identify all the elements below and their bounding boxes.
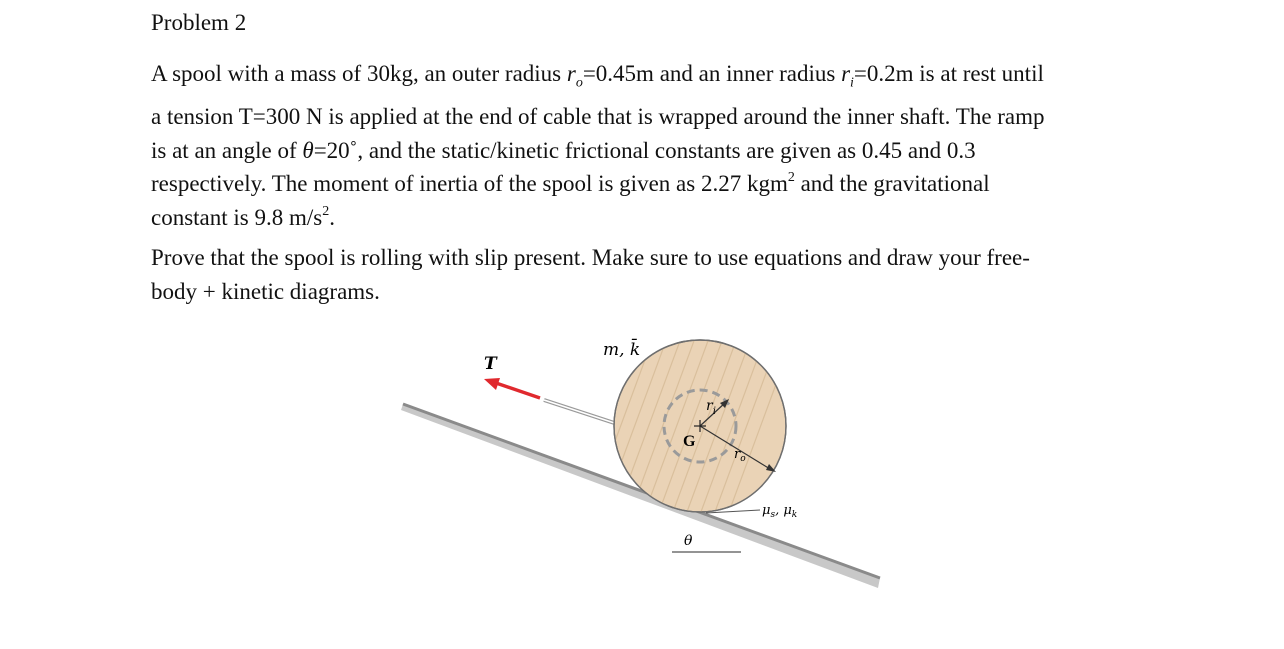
superscript: 2: [787, 170, 795, 186]
text-run: =0.45m and an inner radius: [582, 61, 842, 86]
theta-symbol: θ: [302, 137, 314, 163]
text-run: A spool with a mass of 30kg, an outer radius: [151, 61, 567, 86]
statement-line-2: a tension T=300 N is applied at the end of cable that is wrapped around the inner shaft. The ramp: [151, 104, 1045, 130]
problem-heading: Problem 2: [151, 10, 247, 35]
ri-subscript: i: [712, 406, 716, 417]
mu-s-subscript: s: [770, 510, 776, 520]
outer-radius-subscript: o: [575, 75, 583, 91]
superscript: 2: [322, 203, 330, 219]
wood-grain-line: [530, 330, 600, 520]
inner-radius-symbol: r: [841, 61, 851, 86]
ro-symbol: r: [734, 447, 741, 462]
task-line-2: body + kinetic diagrams.: [151, 278, 380, 304]
inner-radius-subscript: i: [850, 75, 854, 91]
angle-label: θ: [684, 533, 693, 549]
ro-subscript: o: [740, 454, 746, 464]
outer-radius-symbol: r: [566, 61, 576, 86]
text-run: constant is 9.8 m/s: [151, 204, 323, 230]
text-run: and the gravitational: [794, 171, 990, 197]
tension-arrow: [484, 378, 540, 398]
mass-label: m, k̄: [603, 340, 641, 360]
text-run: .: [329, 204, 335, 230]
mu-symbol: μ: [762, 503, 771, 518]
task-line-1: Prove that the spool is rolling with slip present. Make sure to use equations and draw your free-: [151, 245, 1030, 270]
text-run: =0.2m is at rest until: [853, 61, 1044, 86]
center-of-mass-label: G: [683, 433, 696, 450]
spool: [530, 330, 796, 520]
tension-label: T: [484, 354, 497, 374]
mu-separator: , μ: [775, 503, 792, 518]
tension-arrow-head: [484, 378, 500, 390]
ri-symbol: r: [706, 398, 713, 414]
text-run: is at an angle of: [151, 137, 303, 163]
friction-coefficients-label: [762, 503, 797, 520]
tension-arrow-shaft: [496, 383, 540, 398]
mu-k-subscript: k: [791, 510, 798, 520]
text-run: respectively. The moment of inertia of the spool is given as 2.27 kgm: [151, 171, 788, 197]
text-run: =20˚, and the static/kinetic frictional constants are given as 0.45 and 0.3: [313, 137, 976, 163]
